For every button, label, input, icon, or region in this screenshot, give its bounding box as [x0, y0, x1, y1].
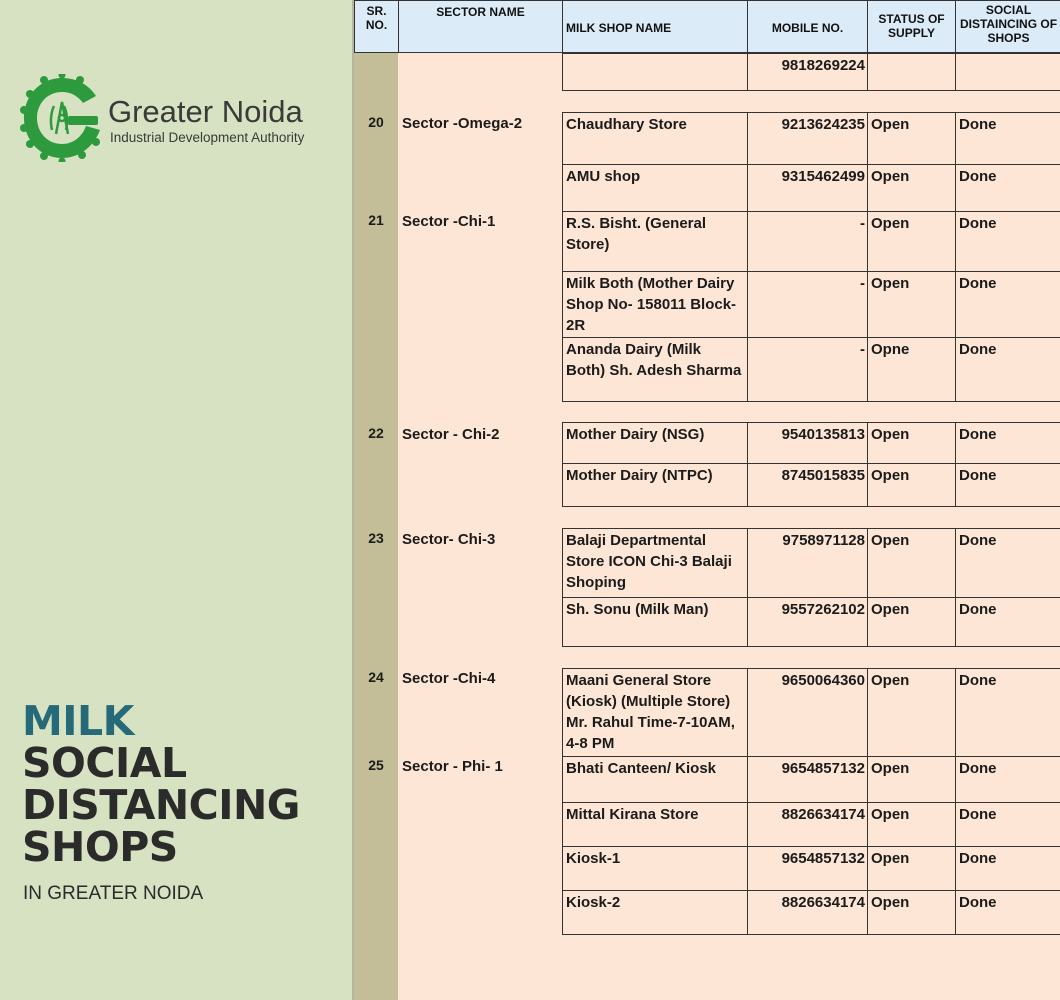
table-row-status-cell [867, 846, 956, 891]
table-row-social-cell [955, 802, 1060, 847]
table-row-shop-cell [562, 802, 748, 847]
sr-no: 24 [368, 669, 384, 685]
mobile-text: 9818269224 [781, 57, 865, 74]
shop-text: Balaji Departmental Store ICON Chi-3 Balaji Shoping [566, 532, 732, 591]
mobile-text: 9557262102 [781, 601, 865, 618]
mobile-cell [747, 53, 868, 91]
brand-subtitle: Industrial Development Authority [110, 130, 305, 145]
table-row-shop-cell [562, 668, 748, 757]
table-row-social-cell [955, 890, 1060, 935]
table-row-shop-cell [562, 890, 748, 935]
table-row-shop-cell [562, 337, 748, 402]
table-row-shop-cell [562, 112, 748, 165]
social-cell [955, 53, 1060, 91]
mobile-text: 9315462499 [781, 168, 865, 185]
table-row-social-cell [955, 528, 1060, 598]
table-row-social-cell [955, 112, 1060, 165]
table-row-social-cell [955, 271, 1060, 338]
status-text: Open [871, 215, 910, 232]
header-sector-name: SECTOR NAME [398, 0, 563, 53]
table-row-mobile-cell [747, 422, 868, 464]
mobile-text: 8826634174 [781, 806, 865, 823]
table-row-status-cell [867, 112, 956, 165]
shop-text: Chaudhary Store [566, 116, 687, 133]
shop-text [563, 54, 747, 55]
headline-tagline: IN GREATER NOIDA [23, 883, 204, 904]
shop-text: Bhati Canteen/ Kiosk [566, 760, 717, 777]
sector-name: Sector -Chi-1 [402, 213, 496, 230]
header-milk-shop-name: MILK SHOP NAME [562, 0, 748, 53]
table-row-mobile-cell [747, 337, 868, 402]
table-row-social-cell [955, 422, 1060, 464]
table-row-status-cell [867, 211, 956, 272]
table-row-mobile-cell [747, 112, 868, 165]
brand-name: Greater Noida [108, 94, 303, 129]
sector-name: Sector - Phi- 1 [402, 758, 503, 775]
sr-no: 20 [368, 114, 384, 130]
status-text: Opne [871, 341, 910, 358]
table-row-status-cell [867, 337, 956, 402]
status-text: Open [871, 601, 910, 618]
status-text: Open [871, 850, 910, 867]
social-text: Done [959, 275, 997, 292]
shop-text: AMU shop [566, 168, 641, 185]
table-row-mobile-cell [747, 463, 868, 507]
table-row-mobile-cell [747, 164, 868, 212]
table-row-status-cell [867, 802, 956, 847]
headline-shops: SHOPS [22, 823, 178, 871]
social-text: Done [959, 116, 997, 133]
table-row-shop-cell [562, 846, 748, 891]
status-text: Open [871, 532, 910, 549]
status-text [868, 54, 955, 55]
sector-name: Sector -Omega-2 [402, 115, 523, 132]
table-row-status-cell [867, 422, 956, 464]
social-text: Done [959, 850, 997, 867]
mobile-text: 9654857132 [781, 760, 865, 777]
table-row-shop-cell [562, 463, 748, 507]
left-panel [0, 0, 352, 1000]
table-row-status-cell [867, 463, 956, 507]
mobile-text: - [860, 341, 865, 358]
header-status-of-supply: STATUS OF SUPPLY [867, 0, 956, 53]
mobile-text: 9654857132 [781, 850, 865, 867]
headline-milk: MILK [22, 697, 134, 745]
social-text: Done [959, 467, 997, 484]
social-text: Done [959, 760, 997, 777]
shop-text: Mittal Kirana Store [566, 806, 699, 823]
table-row-shop-cell [562, 756, 748, 803]
shop-text: R.S. Bisht. (General Store) [566, 215, 707, 253]
sector-name: Sector -Chi-4 [402, 670, 496, 687]
sector-name: Sector - Chi-2 [402, 426, 500, 443]
table-row-mobile-cell [747, 756, 868, 803]
status-text: Open [871, 894, 910, 911]
sr-column-band [354, 53, 398, 1000]
shop-text: Sh. Sonu (Milk Man) [566, 601, 709, 618]
table-row-status-cell [867, 597, 956, 647]
sr-no: 22 [368, 425, 384, 441]
status-text: Open [871, 467, 910, 484]
status-text: Open [871, 116, 910, 133]
table-row-mobile-cell [747, 211, 868, 272]
mobile-text: 9540135813 [781, 426, 865, 443]
mobile-text: 9758971128 [782, 532, 865, 549]
social-text: Done [959, 341, 997, 358]
shop-text: Milk Both (Mother Dairy Shop No- 158011 Block-2R [566, 275, 737, 334]
table-row-mobile-cell [747, 890, 868, 935]
shop-text: Maani General Store (Kiosk) (Multiple Store) Mr. Rahul Time-7-10AM, 4-8 PM [566, 672, 735, 752]
sr-no: 25 [368, 757, 384, 773]
header-social-distancing: SOCIAL DISTAINCING OF SHOPS [955, 0, 1060, 53]
shop-text: Mother Dairy (NTPC) [566, 467, 713, 484]
table-row-status-cell [867, 271, 956, 338]
table-row-social-cell [955, 164, 1060, 212]
status-text: Open [871, 806, 910, 823]
table-row-social-cell [955, 846, 1060, 891]
table-row-social-cell [955, 463, 1060, 507]
table-row-social-cell [955, 756, 1060, 803]
social-text: Done [959, 168, 997, 185]
status-text: Open [871, 426, 910, 443]
headline-social: SOCIAL [22, 739, 187, 787]
shop-cell [562, 53, 748, 91]
table-row-mobile-cell [747, 528, 868, 598]
mobile-text: 8826634174 [781, 894, 865, 911]
shop-text: Kiosk-2 [566, 894, 621, 911]
social-text: Done [959, 894, 997, 911]
table-row-mobile-cell [747, 271, 868, 338]
table-row-shop-cell [562, 271, 748, 338]
table-row-status-cell [867, 890, 956, 935]
table-row-shop-cell [562, 164, 748, 212]
table-row-status-cell [867, 528, 956, 598]
social-text: Done [959, 426, 997, 443]
social-text [956, 54, 1060, 55]
social-text: Done [959, 601, 997, 618]
sector-name: Sector- Chi-3 [402, 531, 496, 548]
table-row-shop-cell [562, 597, 748, 647]
table-row-social-cell [955, 337, 1060, 402]
table-row-status-cell [867, 756, 956, 803]
table-row-social-cell [955, 668, 1060, 757]
shop-text: Kiosk-1 [566, 850, 621, 867]
table-row-mobile-cell [747, 846, 868, 891]
shop-table-document [352, 0, 1060, 1000]
social-text: Done [959, 672, 997, 689]
table-row-social-cell [955, 597, 1060, 647]
sr-no: 23 [368, 530, 384, 546]
table-row-mobile-cell [747, 802, 868, 847]
sr-no: 21 [368, 212, 384, 228]
status-text: Open [871, 168, 910, 185]
table-row-shop-cell [562, 422, 748, 464]
status-text: Open [871, 672, 910, 689]
mobile-text: 9650064360 [781, 672, 865, 689]
status-cell [867, 53, 956, 91]
table-row-mobile-cell [747, 597, 868, 647]
shop-text: Ananda Dairy (Milk Both) Sh. Adesh Sharma [566, 341, 742, 379]
mobile-text: - [860, 215, 865, 232]
mobile-text: 9213624235 [781, 116, 865, 133]
table-row-status-cell [867, 164, 956, 212]
headline-distancing: DISTANCING [22, 781, 300, 829]
mobile-text: 8745015835 [781, 467, 865, 484]
table-row-mobile-cell [747, 668, 868, 757]
social-text: Done [959, 215, 997, 232]
shop-text: Mother Dairy (NSG) [566, 426, 705, 443]
status-text: Open [871, 760, 910, 777]
header-mobile-no: MOBILE NO. [747, 0, 868, 53]
social-text: Done [959, 532, 997, 549]
table-row-shop-cell [562, 528, 748, 598]
gnida-logo [20, 74, 104, 162]
table-row-status-cell [867, 668, 956, 757]
table-row-shop-cell [562, 211, 748, 272]
mobile-text: - [860, 275, 865, 292]
social-text: Done [959, 806, 997, 823]
header-sr-no: SR. NO. [354, 0, 399, 53]
status-text: Open [871, 275, 910, 292]
table-row-social-cell [955, 211, 1060, 272]
